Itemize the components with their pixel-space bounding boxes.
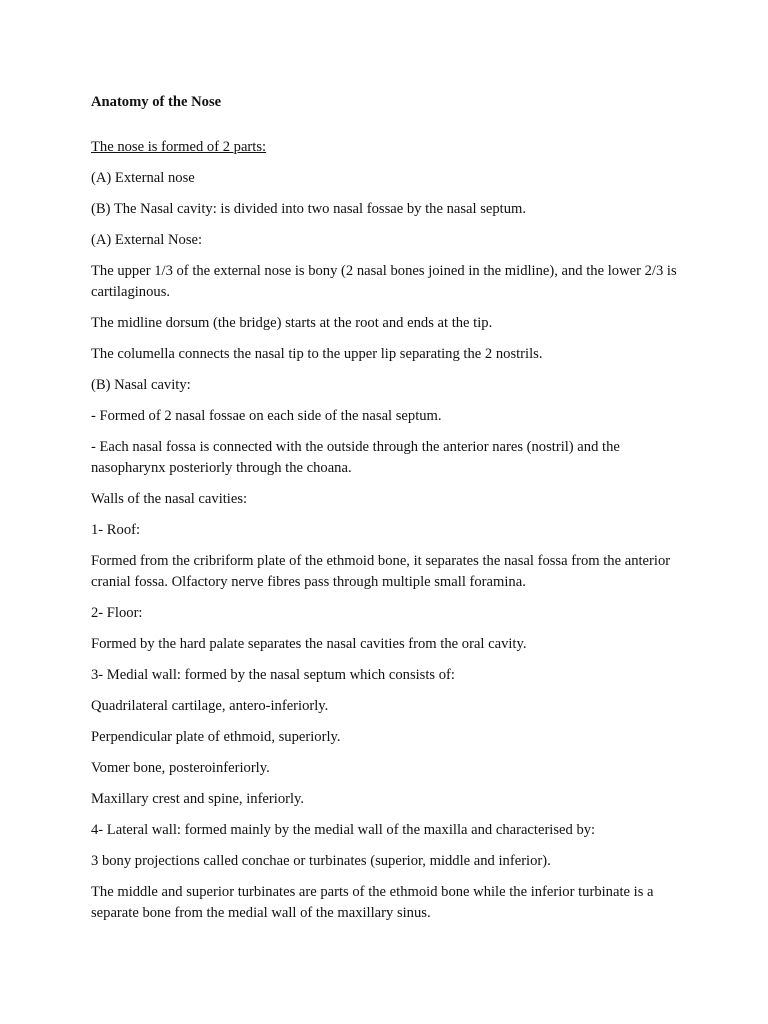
paragraph: Vomer bone, posteroinferiorly. xyxy=(91,760,270,776)
subheading-roof: 1- Roof: xyxy=(91,522,141,538)
paragraph: Formed from the cribriform plate of the ethmoid bone, it separates the nasal fossa from the anterior cranial fossa. Olfactory nerve fibres pass through multiple small foramina. xyxy=(91,553,671,590)
paragraph: The upper 1/3 of the external nose is bony (2 nasal bones joined in the midline), and the lower 2/3 is cartilaginous. xyxy=(91,263,677,300)
section-intro: The nose is formed of 2 parts: xyxy=(91,139,267,155)
document-body xyxy=(91,92,681,934)
subheading-lateral-wall: 4- Lateral wall: formed mainly by the medial wall of the maxilla and characterised by: xyxy=(91,822,596,838)
paragraph: 3 bony projections called conchae or turbinates (superior, middle and inferior). xyxy=(91,853,551,869)
paragraph: Maxillary crest and spine, inferiorly. xyxy=(91,791,305,807)
list-item: - Formed of 2 nasal fossae on each side of the nasal septum. xyxy=(91,408,442,424)
section-heading-walls: Walls of the nasal cavities: xyxy=(91,491,248,507)
section-heading-nasal-cavity: (B) Nasal cavity: xyxy=(91,377,191,393)
paragraph: Quadrilateral cartilage, antero-inferiorly. xyxy=(91,698,329,714)
paragraph: Formed by the hard palate separates the nasal cavities from the oral cavity. xyxy=(91,636,527,652)
paragraph: The midline dorsum (the bridge) starts at the root and ends at the tip. xyxy=(91,315,493,331)
paragraph: Perpendicular plate of ethmoid, superiorly. xyxy=(91,729,341,745)
paragraph: The middle and superior turbinates are parts of the ethmoid bone while the inferior turbinate is a separate bone from the medial wall of the maxillary sinus. xyxy=(91,884,654,921)
paragraph: The columella connects the nasal tip to the upper lip separating the 2 nostrils. xyxy=(91,346,543,362)
subheading-medial-wall: 3- Medial wall: formed by the nasal septum which consists of: xyxy=(91,667,455,683)
paragraph: (A) External nose xyxy=(91,170,195,186)
paragraph: (B) The Nasal cavity: is divided into two nasal fossae by the nasal septum. xyxy=(91,201,527,217)
document-title: Anatomy of the Nose xyxy=(91,94,222,110)
section-heading-external-nose: (A) External Nose: xyxy=(91,232,203,248)
list-item: - Each nasal fossa is connected with the outside through the anterior nares (nostril) and the nasopharynx posteriorly through the choana. xyxy=(91,439,620,476)
subheading-floor: 2- Floor: xyxy=(91,605,143,621)
